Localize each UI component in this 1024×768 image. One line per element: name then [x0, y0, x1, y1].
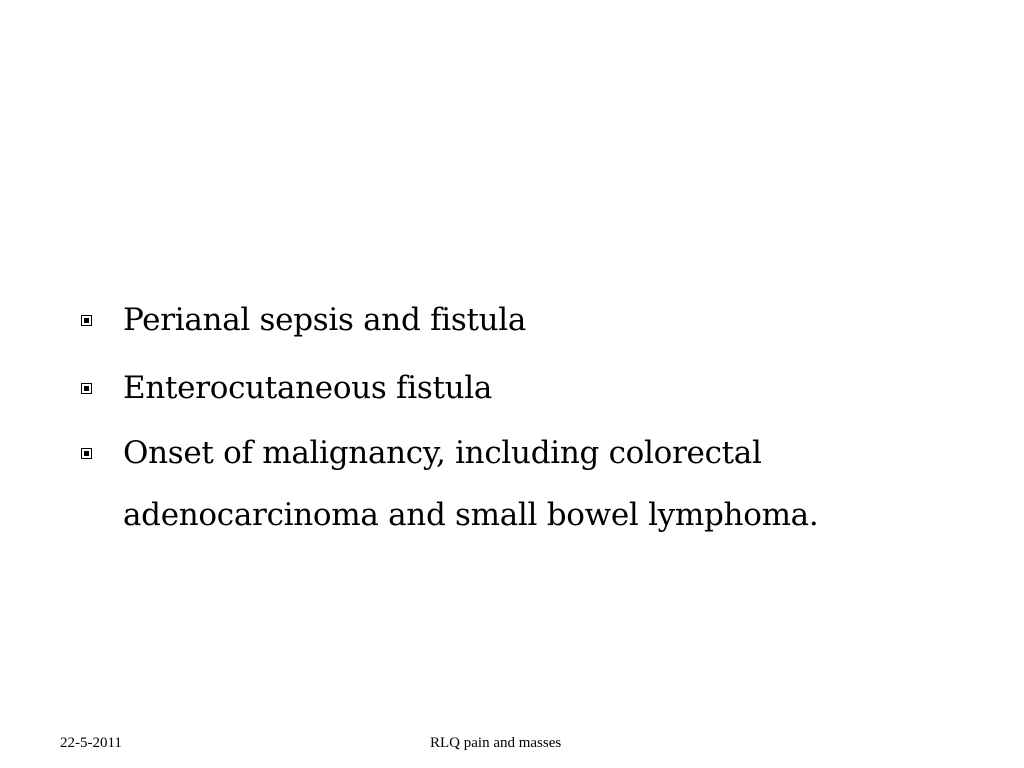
square-bullet-icon — [80, 364, 123, 412]
bullet-text: Enterocutaneous fistula — [123, 370, 493, 406]
list-item — [80, 296, 940, 344]
bullet-list — [80, 296, 940, 552]
list-item — [80, 364, 940, 412]
square-bullet-icon — [80, 296, 123, 344]
list-item — [80, 422, 940, 546]
footer-title: RLQ pain and masses — [430, 735, 562, 751]
square-bullet-icon — [80, 422, 123, 484]
footer-date: 22-5-2011 — [60, 735, 122, 751]
bullet-text: Perianal sepsis and fistula — [123, 302, 527, 338]
bullet-text: Onset of malignancy, including colorectal adenocarcinoma and small bowel lymphoma. — [123, 435, 819, 533]
